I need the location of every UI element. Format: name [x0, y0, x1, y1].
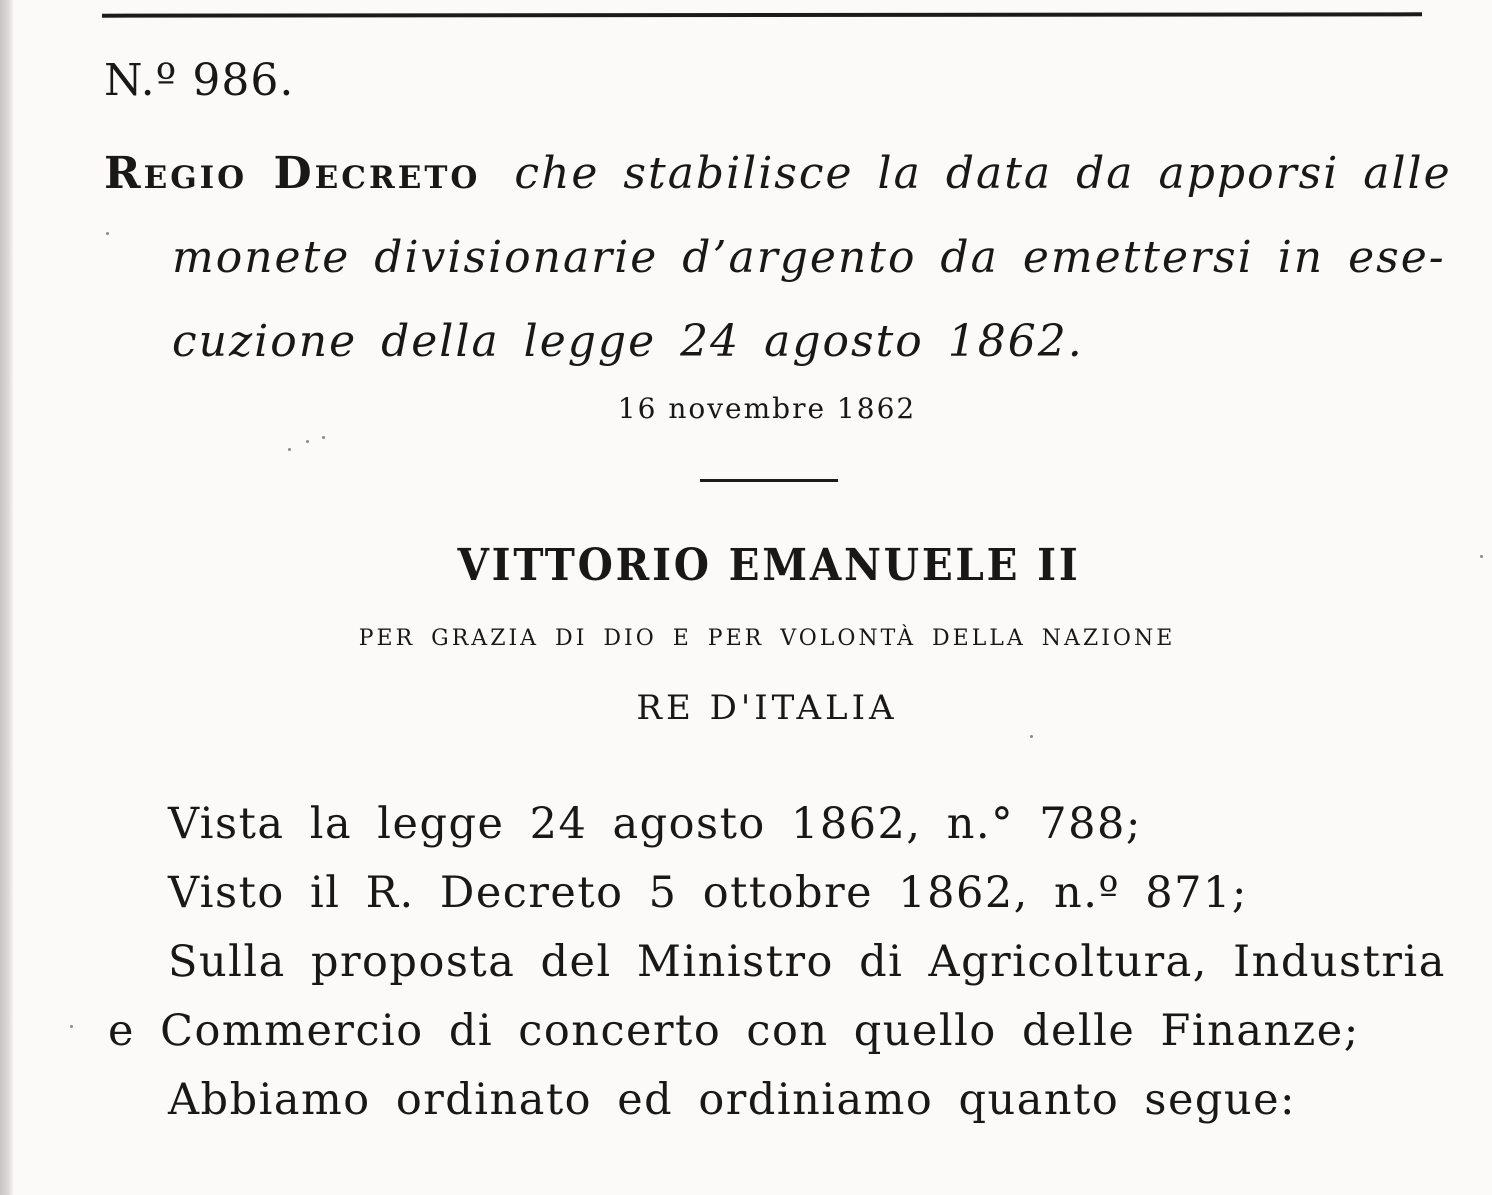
title-line-1-rest: che stabilisce la data da apporsi alle [514, 148, 1452, 199]
sovereign-grace: PER GRAZIA DI DIO E PER VOLONTÀ DELLA NAZIONE [358, 626, 1176, 651]
section-divider [700, 479, 838, 482]
sovereign-title: RE D'ITALIA [636, 688, 898, 728]
title-line-2: monete divisionarie d’argento da emettersi in ese- [172, 232, 1446, 283]
paper-speck [322, 436, 325, 439]
decree-date: 16 novembre 1862 [617, 392, 917, 425]
preamble [108, 790, 1448, 1135]
decree-title [104, 132, 1452, 384]
preamble-line: Vista la legge 24 agosto 1862, n.° 788; [168, 799, 1142, 849]
page-edge-shadow [0, 0, 14, 1195]
top-rule [102, 12, 1422, 17]
sovereign-name: VITTORIO EMANUELE II [457, 540, 1081, 591]
paper-speck [106, 232, 109, 235]
preamble-line: Abbiamo ordinato ed ordiniamo quanto segue: [168, 1075, 1297, 1125]
title-line-3: cuzione della legge 24 agosto 1862. [172, 316, 1084, 367]
paper-speck [306, 440, 309, 443]
paper-speck [1480, 555, 1483, 558]
paper-speck [1030, 735, 1033, 738]
preamble-line: Visto il R. Decreto 5 ottobre 1862, n.º 871; [168, 868, 1248, 918]
paper-speck [70, 1025, 73, 1028]
title-lead: Regio Decreto [104, 148, 481, 199]
title-line-1 [104, 132, 1452, 216]
paper-speck [288, 448, 291, 451]
preamble-line: Sulla proposta del Ministro di Agricoltura, Industria [168, 937, 1446, 987]
decree-number: N.º 986. [104, 55, 295, 106]
preamble-line: e Commercio di concerto con quello delle Finanze; [108, 1006, 1360, 1056]
